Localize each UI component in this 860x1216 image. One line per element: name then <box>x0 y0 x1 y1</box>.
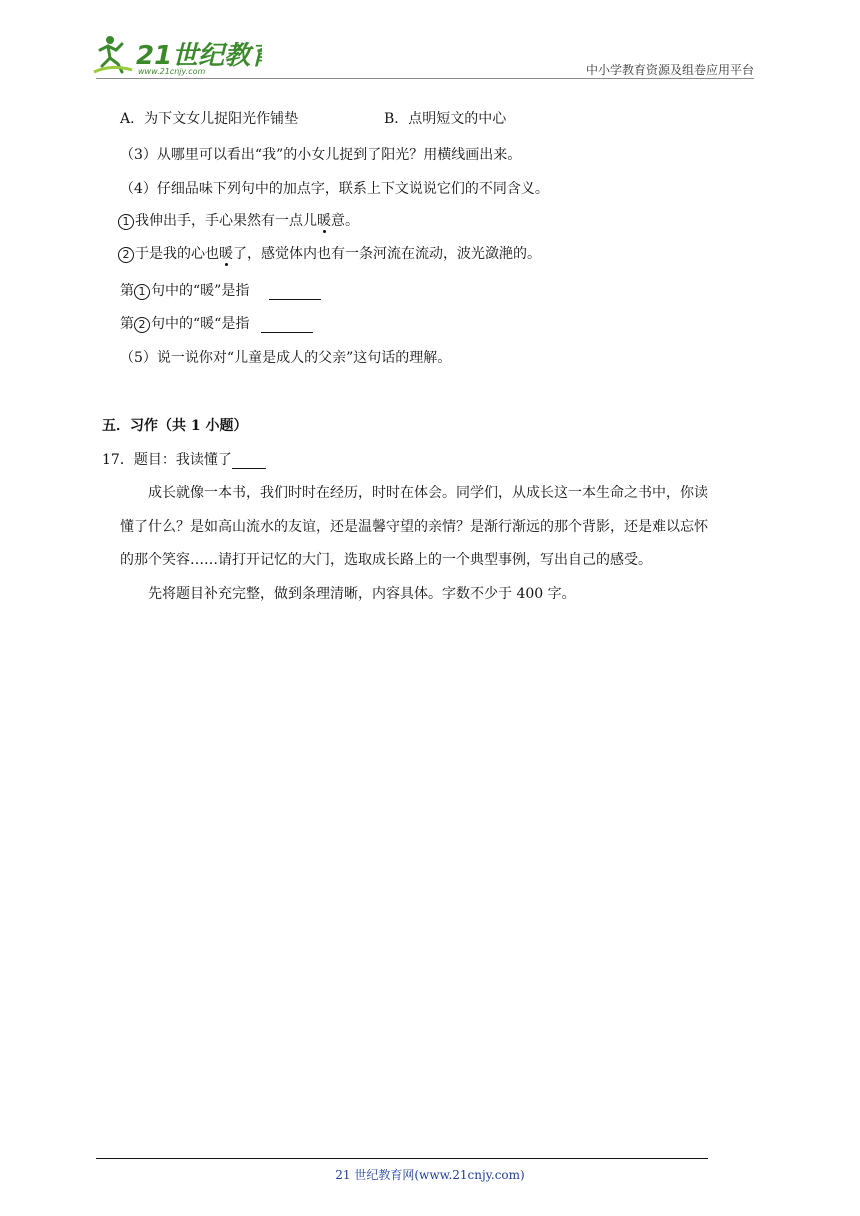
question-3: （3）从哪里可以看出“我”的小女儿捉到了阳光？用横线画出来。 <box>120 147 522 163</box>
answer-1-label: 句中的“暖”是指 <box>151 283 250 299</box>
prompt-line-1: 成长就像一本书，我们时时在经历，时时在体会。同学们，从成长这一本生命之书中，你读 <box>148 485 708 501</box>
runner-icon <box>94 36 132 72</box>
logo-url: www.21cnjy.com <box>138 67 206 76</box>
answer-2-blank[interactable] <box>261 320 313 333</box>
question-4: （4）仔细品味下列句中的加点字，联系上下文说说它们的不同含义。 <box>120 181 549 197</box>
circled-number: 1 <box>134 284 150 300</box>
footer-divider <box>96 1158 708 1159</box>
choice-a: A．为下文女儿捉阳光作铺垫 <box>120 111 299 127</box>
prompt-line-3: 的那个笑容……请打开记忆的大门，选取成长路上的一个典型事例，写出自己的感受。 <box>120 552 652 568</box>
answer-2-label: 句中的“暖“是指 <box>151 316 250 332</box>
site-logo <box>92 34 262 78</box>
question-17 <box>102 449 266 469</box>
circled-number: 2 <box>118 247 134 263</box>
prompt-line-2: 懂了什么？是如高山流水的友谊，还是温馨守望的亲情？是渐行渐远的那个背影，还是难以忘怀 <box>120 519 708 535</box>
sentence-2-pre: 于是我的心也 <box>135 246 219 262</box>
question-17-label: 17．题目：我读懂了 <box>102 452 232 468</box>
sentence-1-post: 意。 <box>331 213 359 229</box>
answer-2-line <box>120 313 313 333</box>
logo-text: 21世纪教 <box>136 41 251 71</box>
sentence-2-post: 了，感觉体内也有一条河流在流动，波光潋滟的。 <box>233 246 541 262</box>
header-divider <box>96 78 754 79</box>
sentence-2 <box>118 243 541 263</box>
circled-number: 2 <box>134 317 150 333</box>
platform-name: 中小学教育资源及组卷应用平台 <box>585 63 754 77</box>
dotted-char: 暖 <box>317 213 331 229</box>
dotted-char: 暖 <box>219 246 233 262</box>
title-blank[interactable] <box>232 456 266 469</box>
answer-1-pre: 第 <box>120 283 134 299</box>
sentence-1-pre: 我伸出手，手心果然有一点儿 <box>135 213 317 229</box>
question-5: （5）说一说你对“儿童是成人的父亲”这句话的理解。 <box>120 350 452 366</box>
answer-1-blank[interactable] <box>269 287 321 300</box>
sentence-1 <box>118 210 359 230</box>
choice-b: B．点明短文的中心 <box>384 111 507 127</box>
section-heading: 五．习作（共 1 小题） <box>102 418 248 434</box>
circled-number: 1 <box>118 214 134 230</box>
footer-text: 21 世纪教育网(www.21cnjy.com) <box>335 1168 525 1182</box>
answer-2-pre: 第 <box>120 316 134 332</box>
prompt-instruction: 先将题目补充完整，做到条理清晰，内容具体。字数不少于 400 字。 <box>148 586 576 602</box>
answer-1-line <box>120 280 321 300</box>
